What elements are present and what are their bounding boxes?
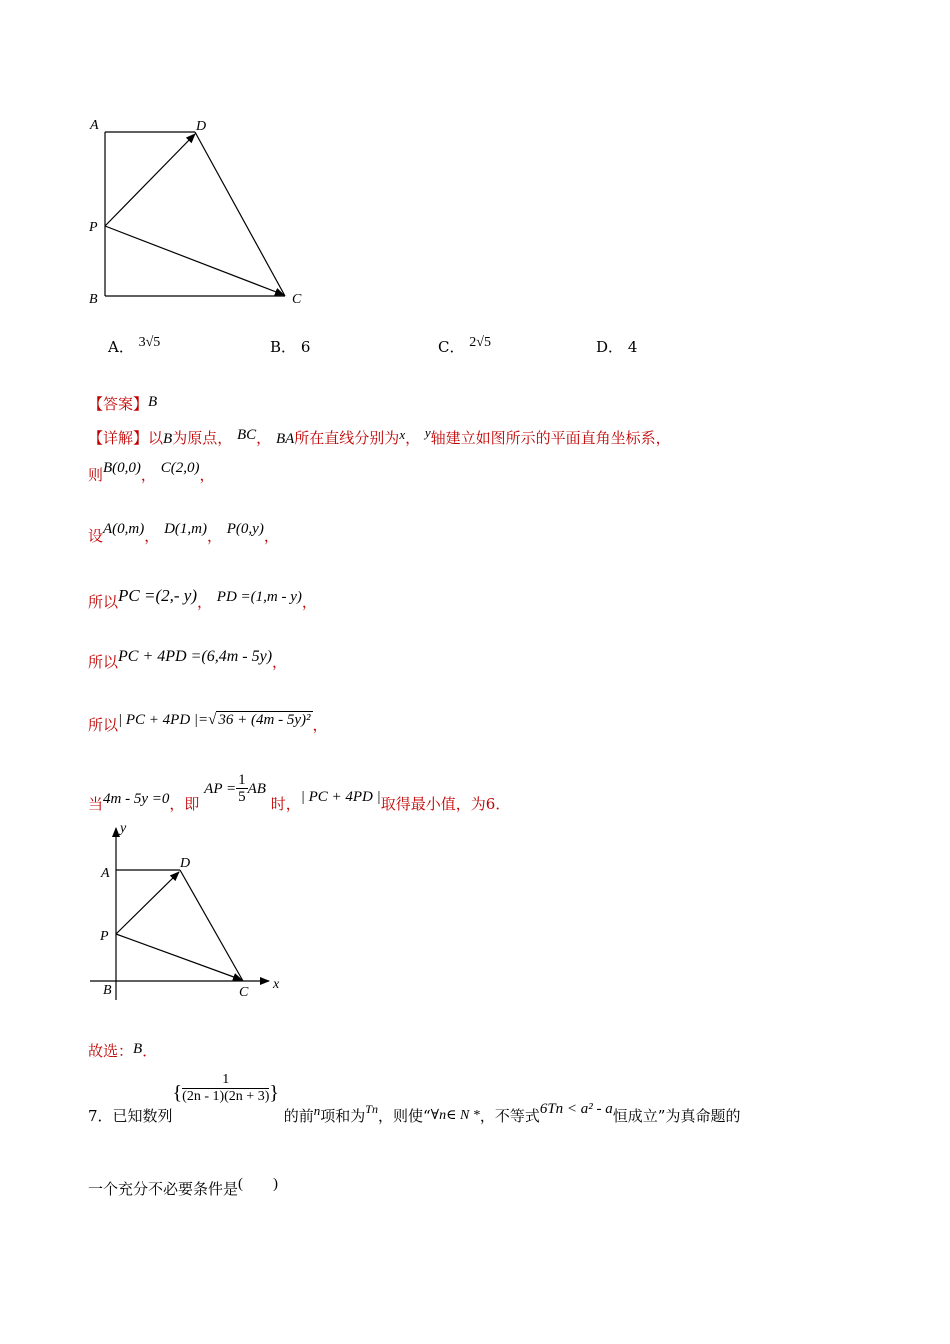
label-B: B <box>89 292 98 307</box>
solution-line-1: 【详解】以B为原点， BC， BA所在直线分别为x， y轴建立如图所示的平面直角坐标系， <box>88 425 671 447</box>
segment-DC <box>180 870 243 981</box>
option-d[interactable]: D． 4 <box>596 338 638 356</box>
sequence-term-fraction: $\frac{1}{(2n - 1)(2n + 3)}$ <box>182 1072 270 1104</box>
solution-line-5: 所以PC + 4PD =(6,4m - 5y)， <box>88 648 288 671</box>
label-C: C <box>292 292 302 307</box>
option-b[interactable]: B． 6 <box>270 338 311 356</box>
figure-1-rectangle-diagram <box>80 110 320 315</box>
label-C: C <box>239 985 249 1000</box>
question-7-line-2: 一个充分不必要条件是( ) <box>88 1176 279 1198</box>
label-A: A <box>90 118 99 133</box>
label-y: y <box>120 821 127 836</box>
answer-line: 【答案】B <box>88 394 158 413</box>
vector-PC <box>116 934 242 980</box>
solution-line-4: 所以PC =(2,- y)， PD =(1,m - y)， <box>88 586 317 611</box>
label-x: x <box>273 977 280 992</box>
solution-line-3: 设A(0,m)， D(1,m)， P(0,y)， <box>88 521 279 545</box>
label-B: B <box>103 983 112 998</box>
label-D: D <box>180 856 191 871</box>
vector-PC <box>105 226 284 295</box>
fraction-one-fifth: $\frac{1}{5}$ <box>238 772 246 805</box>
solution-line-2: 则B(0,0)， C(2,0)， <box>88 460 215 484</box>
solution-line-6: 所以| PC + 4PD |=√ 36 + (4m - 5y)² ， <box>88 712 328 734</box>
label-D: D <box>196 119 207 134</box>
label-A: A <box>101 866 110 881</box>
label-P: P <box>89 220 98 235</box>
vector-PD <box>116 872 179 934</box>
option-a[interactable]: A． 3√5 <box>108 335 161 356</box>
figure-2-coordinate-diagram <box>85 820 290 1005</box>
solution-line-7: 当4m - 5y =0，即 AP = $\frac{1}{5}$ AB 时，| PC + 4PD |取得最小值，为6． <box>88 772 511 813</box>
vector-PD <box>105 134 195 226</box>
segment-DC <box>195 132 285 296</box>
label-P: P <box>100 929 109 944</box>
question-7-line-1: 7．已知数列{ $\frac{1}{(2n - 1)(2n + 3)}$ } 的前n项和为$_{Tn}$，则使“∀n∈ N *，不等式6Tn < a² - a恒成立”为真命题的 <box>88 1072 741 1125</box>
choose-line: 故选：B． <box>88 1041 158 1060</box>
option-c[interactable]: C． 2√5 <box>438 335 491 356</box>
